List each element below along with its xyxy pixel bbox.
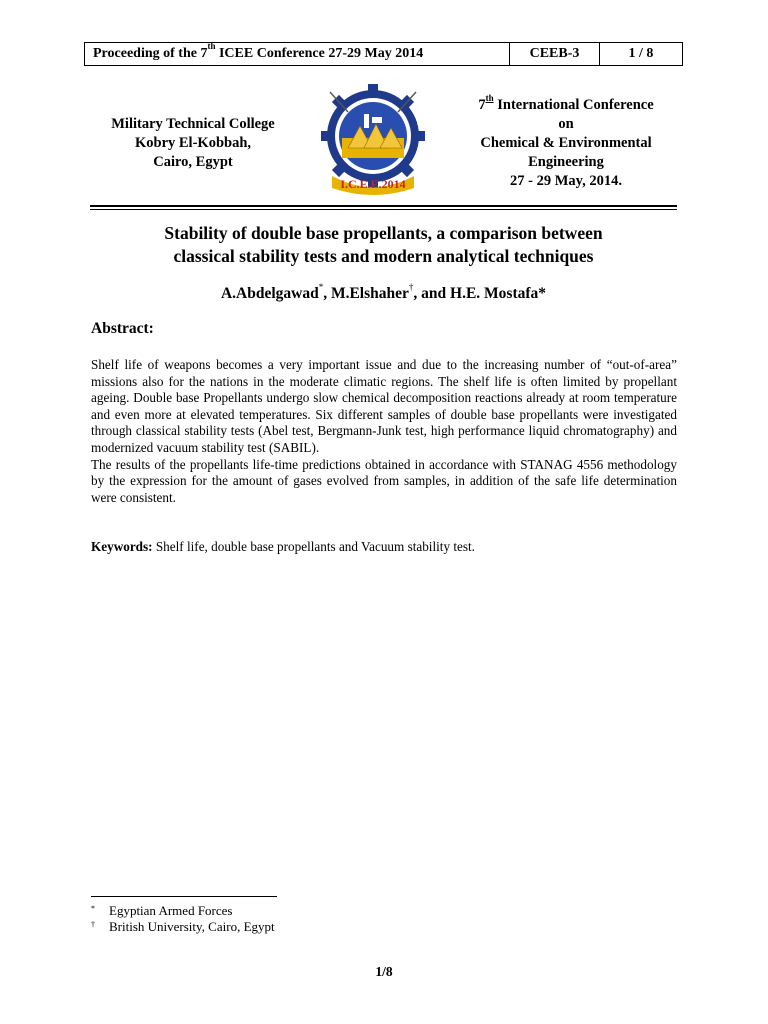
page-count-cell: 1 / 8 xyxy=(628,46,654,61)
header-divider-thin xyxy=(90,209,677,210)
abstract-heading: Abstract: xyxy=(91,320,154,337)
footnote-text: British University, Cairo, Egypt xyxy=(109,919,275,934)
footnote-rule xyxy=(91,896,277,897)
footnote-mark: * xyxy=(91,904,95,913)
paper-title-line2: classical stability tests and modern analytical techniques xyxy=(173,246,594,266)
abstract-paragraph: Shelf life of weapons becomes a very important issue and due to the increasing number of “out-of-area” missions also for the nations in the moderate climatic regions. The shelf life is often limited by propellant ageing. Double base Propellants undergo slow chemical decomposition reactions already at room temperature and even more at elevated temperatures. Six different samples of double base propellants were investigated through classical stability tests (Abel test, Bergmann-Junk test, high performance liquid chromatography) and modernized vacuum stability test (SABIL). xyxy=(91,357,677,455)
keywords xyxy=(91,539,677,556)
footnote-mark: † xyxy=(91,920,95,929)
conference-topic-cont: Engineering xyxy=(528,154,604,170)
proceeding-text: Proceeding of the 7th ICEE Conference 27-29 May 2014 xyxy=(93,41,424,61)
paper-code-cell: CEEB-3 xyxy=(510,43,600,65)
paper-title xyxy=(90,222,677,268)
header-divider xyxy=(90,205,677,207)
icee-logo xyxy=(318,84,428,198)
conference-topic: Chemical & Environmental xyxy=(480,135,652,151)
conference-header-table xyxy=(84,42,683,66)
page-number: 1/8 xyxy=(375,964,393,979)
conference-info xyxy=(455,93,677,191)
footnote xyxy=(91,919,275,935)
conference-on: on xyxy=(558,116,574,132)
college-city: Cairo, Egypt xyxy=(153,154,233,170)
proceeding-cell xyxy=(85,43,510,65)
footnote xyxy=(91,903,232,919)
logo-text: I.C.E.E.2014 xyxy=(340,177,406,191)
college-affiliation xyxy=(88,115,298,172)
college-district: Kobry El-Kobbah, xyxy=(134,135,252,151)
keywords-label: Keywords: xyxy=(91,539,153,554)
college-name: Military Technical College xyxy=(111,116,275,132)
paper-title-line1: Stability of double base propellants, a comparison between xyxy=(164,223,603,243)
conference-title-line: 7th International Conference xyxy=(478,93,654,113)
conference-dates: 27 - 29 May, 2014. xyxy=(510,173,622,189)
author-list: A.Abdelgawad*, M.Elshaher†, and H.E. Mostafa* xyxy=(220,281,547,302)
abstract-paragraph: The results of the propellants life-time predictions obtained in accordance with STANAG 4556 methodology by the expression for the amount of gases evolved from samples, in addition of the safe life determination were consistent. xyxy=(91,456,677,505)
footnote-text: Egyptian Armed Forces xyxy=(109,903,233,918)
abstract-body xyxy=(91,357,677,506)
keywords-text: Shelf life, double base propellants and Vacuum stability test. xyxy=(152,539,475,554)
